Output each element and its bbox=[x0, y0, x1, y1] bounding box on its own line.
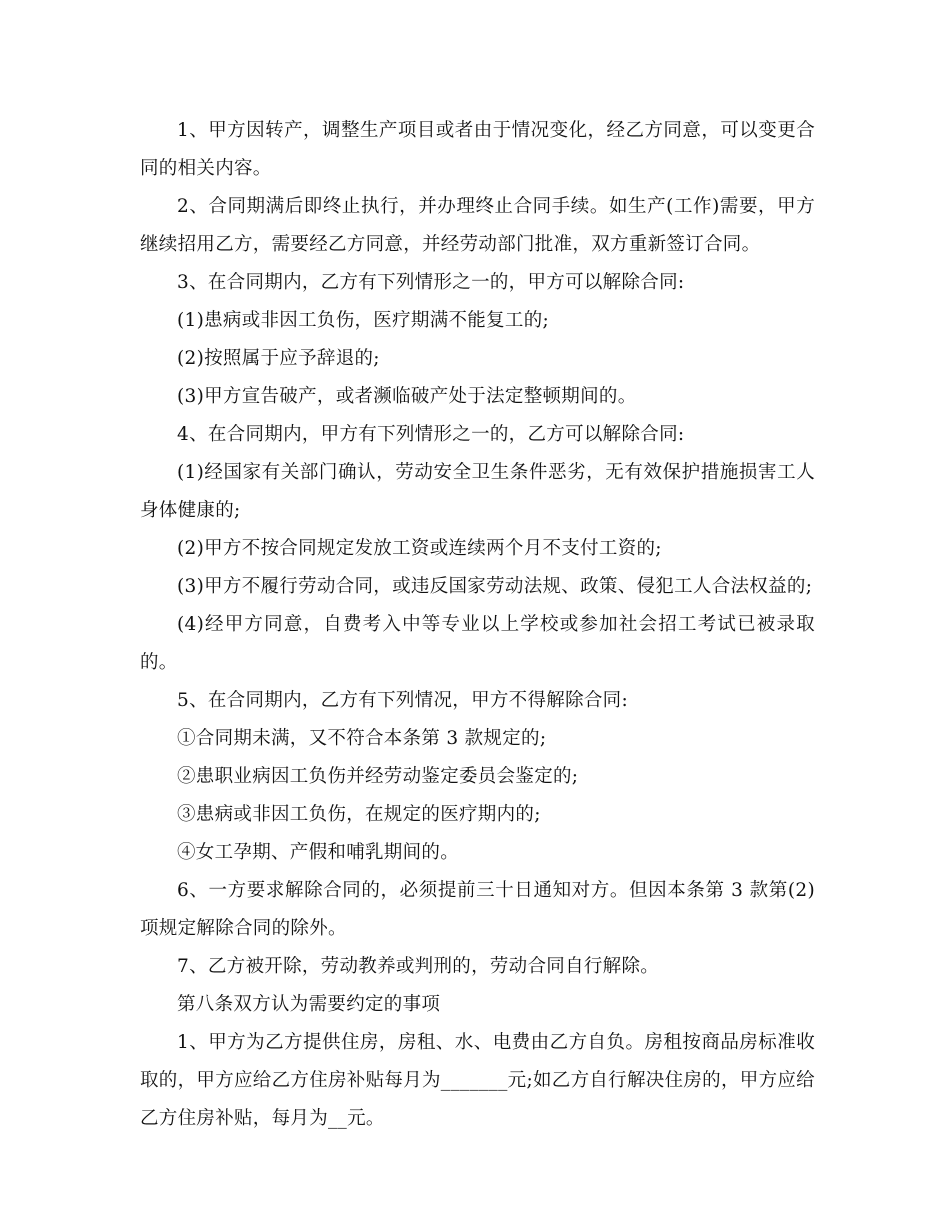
document-body bbox=[140, 112, 815, 1138]
paragraph-clause-4-employee-termination: 4、在合同期内，甲方有下列情形之一的，乙方可以解除合同: bbox=[177, 424, 685, 445]
list-item-4-1: (1)经国家有关部门确认，劳动安全卫生条件恶劣，无有效保护措施损害工人身体健康的; bbox=[140, 462, 815, 521]
list-item-3-3: (3)甲方宣告破产，或者濒临破产处于法定整顿期间的。 bbox=[177, 386, 637, 407]
list-item-5-2: ②患职业病因工负伤并经劳动鉴定委员会鉴定的; bbox=[177, 766, 579, 787]
paragraph-clause-2-expiry: 2、合同期满后即终止执行，并办理终止合同手续。如生产(工作)需要，甲方继续招用乙方，需要经乙方同意，并经劳动部门批准，双方重新签订合同。 bbox=[140, 196, 815, 255]
paragraph-article-8-clause-1-housing: 1、甲方为乙方提供住房，房租、水、电费由乙方自负。房租按商品房标准收取的，甲方应给乙方住房补贴每月为_______元;如乙方自行解决住房的，甲方应给乙方住房补贴，每月为__元。 bbox=[140, 1032, 815, 1129]
list-item-4-4: (4)经甲方同意，自费考入中等专业以上学校或参加社会招工考试已被录取的。 bbox=[140, 614, 815, 673]
paragraph-clause-7-automatic-termination: 7、乙方被开除，劳动教养或判刑的，劳动合同自行解除。 bbox=[177, 956, 660, 977]
paragraph-clause-3-employer-termination: 3、在合同期内，乙方有下列情形之一的，甲方可以解除合同: bbox=[177, 272, 685, 293]
section-heading-article-8: 第八条双方认为需要约定的事项 bbox=[177, 994, 441, 1015]
list-item-4-3: (3)甲方不履行劳动合同，或违反国家劳动法规、政策、侵犯工人合法权益的; bbox=[177, 576, 813, 597]
paragraph-clause-1-change: 1、甲方因转产，调整生产项目或者由于情况变化，经乙方同意，可以变更合同的相关内容。 bbox=[140, 120, 815, 179]
list-item-3-1: (1)患病或非因工负伤，医疗期满不能复工的; bbox=[177, 310, 550, 331]
paragraph-clause-5-no-termination: 5、在合同期内，乙方有下列情况，甲方不得解除合同: bbox=[177, 690, 629, 711]
paragraph-clause-6-notice: 6、一方要求解除合同的，必须提前三十日通知对方。但因本条第 3 款第(2)项规定解除合同的除外。 bbox=[140, 880, 816, 939]
list-item-5-1: ①合同期未满，又不符合本条第 3 款规定的; bbox=[177, 728, 547, 749]
list-item-5-3: ③患病或非因工负伤，在规定的医疗期内的; bbox=[177, 804, 541, 825]
list-item-4-2: (2)甲方不按合同规定发放工资或连续两个月不支付工资的; bbox=[177, 538, 662, 559]
list-item-5-4: ④女工孕期、产假和哺乳期间的。 bbox=[177, 842, 460, 863]
list-item-3-2: (2)按照属于应予辞退的; bbox=[177, 348, 380, 369]
